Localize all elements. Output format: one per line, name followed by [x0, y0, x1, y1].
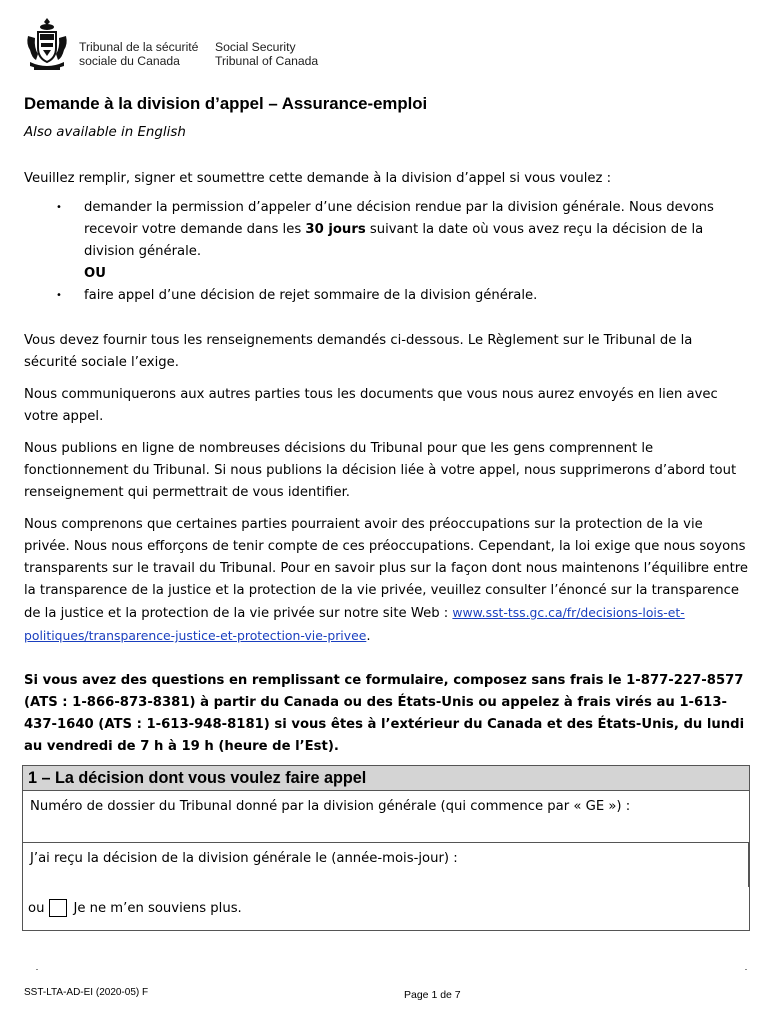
bullet-list: [56, 197, 716, 307]
file-number-label: Numéro de dossier du Tribunal donné par la division générale (qui commence par « GE ») :: [30, 799, 631, 814]
section-1-decision: [22, 765, 750, 931]
contact-info: Si vous avez des questions en remplissant ce formulaire, composez sans frais le 1-877-227-8577 (ATS : 1-866-873-8381) à partir du Canada ou des États-Unis ou appelez à frais virés au 1-613-437-1640 (ATS : 1-613-948-8181) si vous êtes à l’extérieur du Canada et des États-Unis, du lundi au vendredi de 7 h à 19 h (heure de l’Est).: [24, 673, 745, 754]
form-code: SST-LTA-AD-EI (2020-05) F: [24, 987, 149, 998]
bullet-item-permission: [56, 197, 716, 263]
bullet-dot-icon: •: [56, 202, 62, 213]
also-available-english: Also available in English: [24, 125, 186, 140]
bullet1-text-a: demander la permission d’appeler d’une décision rendue par la division générale. Nous devons recevoir votre demande dans les: [84, 200, 714, 237]
bullet1-text-b: suivant la date où vous avez reçu la décision de la division générale.: [84, 222, 704, 259]
privacy-statement-link[interactable]: www.sst-tss.gc.ca/fr/decisions-lois-et-politiques/transparence-justice-et-protection-vie-privee: [24, 605, 685, 643]
field-divider: [748, 843, 749, 887]
received-date-field[interactable]: [23, 843, 749, 930]
org-fr-line1: Tribunal de la sécurité: [79, 40, 199, 54]
dont-remember-label: Je ne m’en souviens plus.: [73, 900, 242, 916]
paragraph-sharing: Nous communiquerons aux autres parties tous les documents que vous nous aurez envoyés en lien avec votre appel.: [24, 387, 718, 424]
header: [24, 16, 384, 72]
received-date-label: J’ai reçu la décision de la division générale le (année-mois-jour) :: [30, 851, 458, 866]
paragraph-publication: Nous publions en ligne de nombreuses décisions du Tribunal pour que les gens comprennent le fonctionnement du Tribunal. Si nous publions la décision liée à votre appel, nous supprimerons d’abord tout renseignement qui permettrait de vous identifier.: [24, 441, 737, 500]
document-title: Demande à la division d’appel – Assurance-emploi: [24, 94, 428, 113]
bullet-item-summary-dismissal: [56, 285, 716, 307]
dont-remember-option: [28, 899, 242, 917]
file-number-field[interactable]: [23, 791, 749, 843]
dont-remember-checkbox[interactable]: [49, 899, 67, 917]
org-name-fr: [79, 40, 198, 68]
privacy-text: Nous comprenons que certaines parties pourraient avoir des préoccupations sur la protection de la vie privée. Nous nous efforçons de tenir compte de ces préoccupations. Cependant, la loi exige que nous soyons transparents sur le travail du Tribunal. Pour en savoir plus sur la façon dont nous maintenons l’équilibre entre la transparence de la justice et la protection de la vie privée, veuillez consulter l’énoncé sur la transparence de la justice et la protection de la vie privée sur notre site Web :: [24, 517, 749, 621]
privacy-text-end: .: [366, 629, 371, 644]
intro-text: Veuillez remplir, signer et soumettre cette demande à la division d’appel si vous voulez :: [24, 171, 612, 186]
or-label: ou: [28, 900, 45, 916]
org-fr-line2: sociale du Canada: [79, 54, 180, 68]
page-mark: [36, 969, 38, 970]
page-number: Page 1 de 7: [404, 989, 461, 1001]
org-en-line1: Social Security: [215, 40, 296, 54]
org-name-en: [215, 40, 318, 68]
section-1-heading: 1 – La décision dont vous voulez faire appel: [23, 766, 749, 791]
org-en-line2: Tribunal of Canada: [215, 54, 319, 68]
paragraph-required-info: Vous devez fournir tous les renseignements demandés ci-dessous. Le Règlement sur le Tribunal de la sécurité sociale l’exige.: [24, 333, 693, 370]
bullet2-text: faire appel d’une décision de rejet sommaire de la division générale.: [84, 288, 538, 303]
paragraph-privacy: [24, 514, 748, 648]
coat-of-arms-icon: [24, 16, 70, 72]
bullet1-deadline: 30 jours: [305, 222, 366, 237]
bullet-dot-icon: •: [56, 290, 62, 301]
page-mark: [745, 969, 747, 970]
or-separator: OU: [84, 266, 106, 281]
